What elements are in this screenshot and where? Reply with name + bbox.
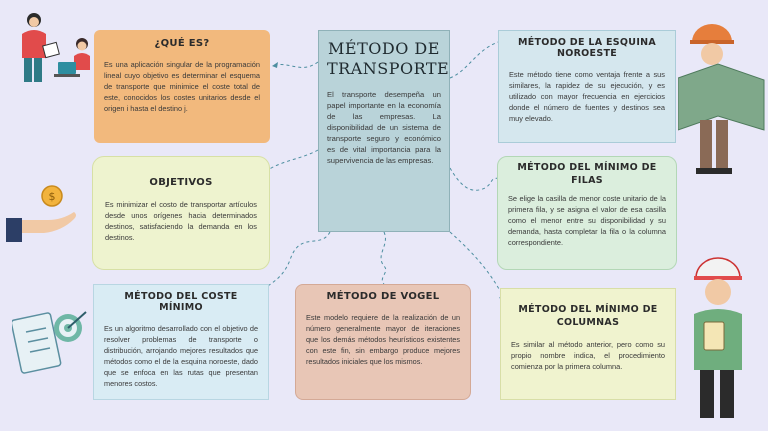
- que-es-title: ¿QUÉ ES?: [154, 38, 210, 49]
- center-title: MÉTODO DE TRANSPORTE: [327, 39, 450, 78]
- checklist-target-icon: [12, 306, 90, 376]
- arrow-to-objetivos: [262, 150, 318, 174]
- center-card: [318, 30, 450, 232]
- objetivos-title: OBJETIVOS: [149, 177, 213, 188]
- minimo-columnas-text: Es similar al método anterior, pero como su propio nombre indica, el procedimiento comienza por la primera columna.: [511, 340, 665, 371]
- vogel-title: MÉTODO DE VOGEL: [326, 291, 440, 302]
- coste-minimo-title: MÉTODO DEL COSTE MÍNIMO: [124, 291, 238, 313]
- vogel-text: Este modelo requiere de la realización de un número generalmente mayor de iteraciones que los demás métodos heurísticos existentes con este fin, sin embargo produce mejores resultados iniciales que los mismos.: [306, 313, 460, 366]
- people-office-icon: [2, 6, 98, 88]
- svg-text:$: $: [48, 190, 56, 203]
- minimo-columnas-title: MÉTODO DEL MÍNIMO DE COLUMNAS: [518, 304, 658, 328]
- minimo-filas-title: MÉTODO DEL MÍNIMO DE FILAS: [517, 162, 657, 186]
- engineer-clipboard-icon: [680, 252, 760, 428]
- noroeste-card: [498, 30, 676, 143]
- noroeste-text: Este método tiene como ventaja frente a sus similares, la rapidez de su ejecución, y es utilizado con mayor frecuencia en ejercicios donde el número de fuentes y destinos sea muy elevado.: [509, 70, 665, 123]
- minimo-filas-card: [497, 156, 677, 270]
- hand-coin-icon: [4, 184, 80, 246]
- coste-minimo-card: [93, 284, 269, 400]
- minimo-filas-text: Se elige la casilla de menor coste unitario de la primera fila, y se asigna el valor de esa casilla como el menor entre su disponibilidad y su demanda, hasta completar la fila o la columna correspondiente.: [508, 194, 666, 247]
- engineer-map-icon: [678, 20, 766, 180]
- objetivos-card: [92, 156, 270, 270]
- arrow-to-que-es: [272, 62, 318, 67]
- que-es-card: [94, 30, 270, 143]
- que-es-text: Es una aplicación singular de la programación lineal cuyo objetivo es determinar el esquema de transporte que minimice el coste total de este, conocidos los costes unitarios desde el origen i hasta el destino j.: [104, 60, 260, 113]
- objetivos-text: Es minimizar el costo de transportar artículos desde unos orígenes hacia determinados destinos, satisfaciendo la demanda en los destinos.: [105, 200, 257, 242]
- center-text: El transporte desempeña un papel importante en la economía de las empresas. La disponibilidad de un sistema de transporte seguro y económico es de vital importancia para la supervivencia de las empresas.: [327, 90, 441, 165]
- coste-minimo-text: Es un algoritmo desarrollado con el objetivo de resolver problemas de transporte o distribución, arrojando mejores resultados que métodos como el de la esquina noroeste, dado que se enfoca en las rutas que presentan menores costos.: [104, 324, 258, 388]
- vogel-card: [295, 284, 471, 400]
- noroeste-title: MÉTODO DE LA ESQUINA NOROESTE: [517, 37, 657, 59]
- minimo-columnas-card: [500, 288, 676, 400]
- arrow-to-vogel: [381, 232, 386, 284]
